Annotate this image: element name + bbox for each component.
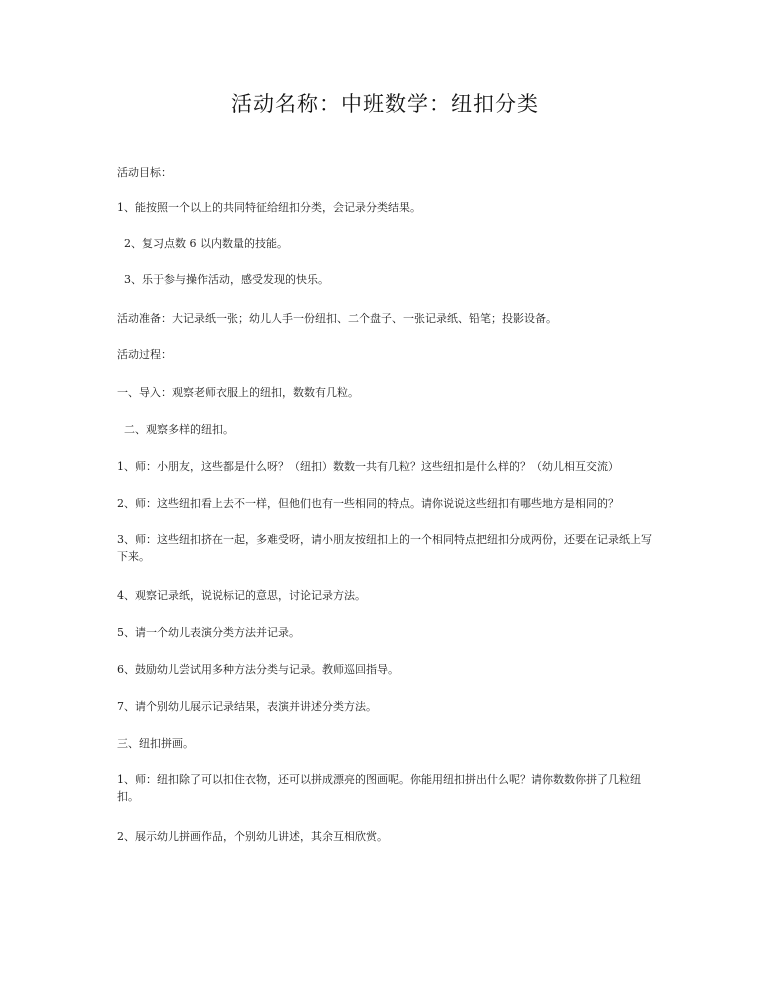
paragraph-goal-1: 1、能按照一个以上的共同特征给纽扣分类，会记录分类结果。 (117, 201, 421, 214)
document-title: 活动名称：中班数学：纽扣分类 (231, 92, 539, 116)
paragraph-step-7: 7、请个别幼儿展示记录结果，表演并讲述分类方法。 (117, 700, 377, 713)
paragraph-step-6: 6、鼓励幼儿尝试用多种方法分类与记录。教师巡回指导。 (117, 663, 399, 676)
paragraph-goal-3: 3、乐于参与操作活动，感受发现的快乐。 (117, 273, 329, 286)
paragraph-goal-heading: 活动目标： (117, 166, 172, 179)
paragraph-goal-2: 2、复习点数 6 以内数量的技能。 (117, 237, 288, 250)
paragraph-process-heading: 活动过程： (117, 348, 172, 361)
paragraph-step-4: 4、观察记录纸，说说标记的意思，讨论记录方法。 (117, 589, 366, 602)
paragraph-preparation: 活动准备：大记录纸一张；幼儿人手一份纽扣、二个盘子、一张记录纸、铅笔；投影设备。 (117, 312, 557, 325)
paragraph-section-3: 三、纽扣拼画。 (117, 737, 194, 750)
paragraph-intro: 一、导入：观察老师衣服上的纽扣，数数有几粒。 (117, 386, 359, 399)
paragraph-section-3-step-2: 2、展示幼儿拼画作品，个别幼儿讲述，其余互相欣赏。 (117, 830, 388, 843)
paragraph-step-5: 5、请一个幼儿表演分类方法并记录。 (117, 626, 300, 639)
paragraph-step-2: 2、师：这些纽扣看上去不一样，但他们也有一些相同的特点。请你说说这些纽扣有哪些地方是相同的？ (117, 497, 619, 510)
paragraph-section-2: 二、观察多样的纽扣。 (117, 423, 234, 436)
paragraph-step-3: 3、师：这些纽扣挤在一起，多难受呀，请小朋友按纽扣上的一个相同特点把纽扣分成两份，还要在记录纸上写下来。 (117, 533, 652, 563)
paragraph-section-3-step-1: 1、师：纽扣除了可以扣住衣物，还可以拼成漂亮的图画呢。你能用纽扣拼出什么呢？请你数数你拼了几粒纽扣。 (117, 773, 641, 803)
paragraph-step-1: 1、师：小朋友，这些都是什么呀？（纽扣）数数一共有几粒？这些纽扣是什么样的？（幼儿相互交流） (117, 460, 619, 473)
